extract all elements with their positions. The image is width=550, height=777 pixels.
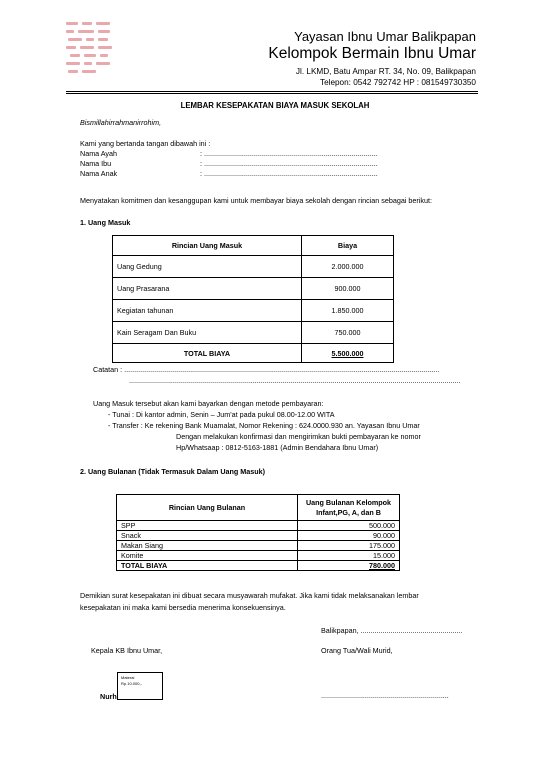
section2-heading: 2. Uang Bulanan (Tidak Termasuk Dalam Uang Masuk) <box>80 467 266 476</box>
total-value: 5.500.000 <box>302 344 394 363</box>
col-header-cost: Biaya <box>302 236 394 256</box>
section1-heading: 1. Uang Masuk <box>80 218 131 227</box>
row-item: Kain Seragam Dan Buku <box>113 322 302 344</box>
row-cost: 90.000 <box>298 531 400 541</box>
school-address: Jl. LKMD, Batu Ampar RT. 34, No. 09, Balikpapan <box>295 67 476 76</box>
entry-fee-table <box>112 235 394 363</box>
school-name: Kelompok Bermain Ibnu Umar <box>268 45 476 62</box>
col-header-cost-line2: Infant,PG, A, dan B <box>316 507 381 517</box>
note-line-1: Catatan : .............................................................................................................................................................. <box>93 365 440 374</box>
closing-line-1: Demikian surat kesepakatan ini dibuat secara musyawarah mufakat. Jika kami tidak melaksanakan lembar <box>80 591 419 600</box>
table-header-row <box>113 236 394 256</box>
table-row <box>117 541 400 551</box>
table-row <box>117 531 400 541</box>
monthly-fee-table <box>116 494 400 571</box>
row-item: Uang Prasarana <box>113 278 302 300</box>
header-rule <box>66 91 478 92</box>
total-label: TOTAL BIAYA <box>113 344 302 363</box>
note-line-2: ...................................................................................................................................................................... <box>129 376 461 385</box>
row-item: Kegiatan tahunan <box>113 300 302 322</box>
table-header-row <box>117 495 400 521</box>
row-cost: 500.000 <box>298 521 400 531</box>
table-row <box>113 322 394 344</box>
closing-line-2: kesepakatan ini maka kami bersedia menerima konsekuensinya. <box>80 603 286 612</box>
table-row <box>117 521 400 531</box>
school-logo <box>66 22 116 74</box>
intro-text: Kami yang bertanda tangan dibawah ini : <box>80 139 211 148</box>
stamp-line-2: Rp.10.000,- <box>121 681 142 686</box>
signer-name-left: Nurh <box>100 692 117 701</box>
signature-label-right: Orang Tua/Wali Murid, <box>321 646 393 655</box>
row-item: Makan Siang <box>117 541 298 551</box>
row-cost: 15.000 <box>298 551 400 561</box>
total-label: TOTAL BIAYA <box>117 561 298 571</box>
statement-text: Menyatakan komitmen dan kesanggupan kami untuk membayar biaya sekolah dengan rincian sebagai berikut: <box>80 196 432 205</box>
col-header-item: Rincian Uang Bulanan <box>117 495 298 521</box>
row-item: Komite <box>117 551 298 561</box>
row-cost: 750.000 <box>302 322 394 344</box>
table-row <box>113 256 394 278</box>
row-cost: 900.000 <box>302 278 394 300</box>
row-cost: 2.000.000 <box>302 256 394 278</box>
payment-cash: - Tunai : Di kantor admin, Senin – Jum'at pada pukul 08.00-12.00 WITA <box>108 410 335 419</box>
row-cost: 175.000 <box>298 541 400 551</box>
header-rule-2 <box>66 93 478 94</box>
stamp-line-1: Materai <box>121 675 135 680</box>
payment-transfer-line2: Dengan melakukan konfirmasi dan mengirimkan bukti pembayaran ke nomor <box>176 432 421 441</box>
school-contact: Telepon: 0542 792742 HP : 081549730350 <box>319 78 476 87</box>
field-label-child: Nama Anak <box>80 169 118 178</box>
field-label-mother: Nama Ibu <box>80 159 112 168</box>
foundation-name: Yayasan Ibnu Umar Balikpapan <box>294 29 476 44</box>
row-item: Snack <box>117 531 298 541</box>
row-item: SPP <box>117 521 298 531</box>
table-row <box>113 278 394 300</box>
signature-label-left: Kepala KB Ibnu Umar, <box>91 646 163 655</box>
field-value-father: : ....................................................................................... <box>200 149 378 158</box>
field-value-child: : ....................................................................................... <box>200 169 378 178</box>
field-label-father: Nama Ayah <box>80 149 118 158</box>
table-total-row <box>117 561 400 571</box>
row-cost: 1.850.000 <box>302 300 394 322</box>
place-date: Balikpapan, ................................................... <box>321 626 463 635</box>
greeting: Bismillahirrahmanirrohim, <box>80 118 162 127</box>
row-item: Uang Gedung <box>113 256 302 278</box>
col-header-item: Rincian Uang Masuk <box>113 236 302 256</box>
col-header-cost-line1: Uang Bulanan Kelompok <box>305 497 392 507</box>
table-row <box>113 300 394 322</box>
stamp-duty-box <box>117 672 163 700</box>
payment-transfer-line3: Hp/Whatsaap : 0812-5163-1881 (Admin Bendahara Ibnu Umar) <box>176 443 379 452</box>
document-title: LEMBAR KESEPAKATAN BIAYA MASUK SEKOLAH <box>180 101 370 110</box>
payment-transfer: - Transfer : Ke rekening Bank Muamalat, Nomor Rekening : 624.0000.930 an. Yayasan Ibnu Umar <box>108 421 420 430</box>
signer-line-right: ................................................................ <box>321 691 449 700</box>
payment-intro: Uang Masuk tersebut akan kami bayarkan dengan metode pembayaran: <box>93 399 324 408</box>
table-total-row <box>113 344 394 363</box>
field-value-mother: : ....................................................................................... <box>200 159 378 168</box>
table-row <box>117 551 400 561</box>
total-value: 780.000 <box>298 561 400 571</box>
